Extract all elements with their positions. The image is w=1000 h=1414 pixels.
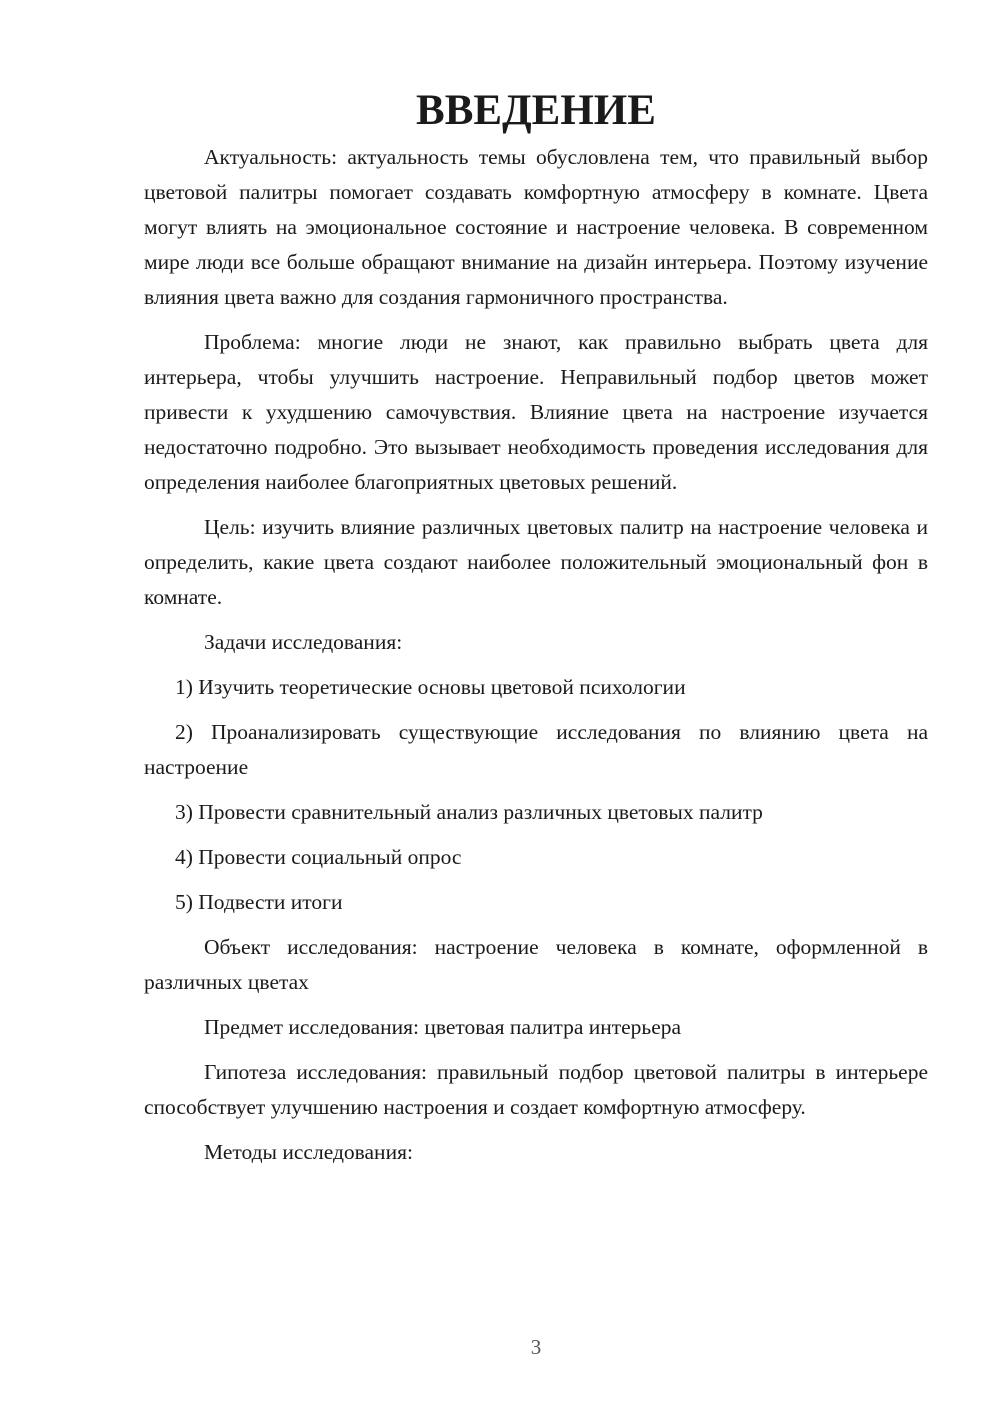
list-item: 5) Подвести итоги	[175, 890, 343, 914]
paragraph-methods: Методы исследования:	[204, 1140, 413, 1164]
paragraph-tasks-intro: Задачи исследования:	[204, 630, 403, 654]
paragraph-subject: Предмет исследования: цветовая палитра интерьера	[204, 1015, 682, 1039]
list-item: 1) Изучить теоретические основы цветовой психологии	[175, 675, 686, 699]
paragraph-problem: Проблема: многие люди не знают, как правильно выбрать цвета для интерьера, чтобы улучшить настроение. Неправильный подбор цветов может привести к ухудшению самочувствия. Влияние цвета на настроение изучается недостаточно подробно. Это вызывает необходимость проведения исследования для определения наиболее благоприятных цветовых решений.	[144, 330, 928, 494]
paragraph-goal: Цель: изучить влияние различных цветовых палитр на настроение человека и определить, какие цвета создают наиболее положительный эмоциональный фон в комнате.	[144, 515, 928, 609]
page-number: 3	[530, 1335, 542, 1359]
tasks-list	[144, 670, 928, 920]
paragraph-hypothesis: Гипотеза исследования: правильный подбор цветовой палитры в интерьере способствует улучшению настроения и создает комфортную атмосферу.	[144, 1060, 928, 1119]
list-item: 4) Провести социальный опрос	[175, 845, 462, 869]
paragraph-object: Объект исследования: настроение человека в комнате, оформленной в различных цветах	[144, 935, 928, 994]
document-page	[144, 87, 928, 1180]
paragraph-relevance: Актуальность: актуальность темы обусловлена тем, что правильный выбор цветовой палитры помогает создавать комфортную атмосферу в комнате. Цвета могут влиять на эмоциональное состояние и настроение человека. В современном мире люди все больше обращают внимание на дизайн интерьера. Поэтому изучение влияния цвета важно для создания гармоничного пространства.	[144, 145, 928, 309]
page-title: ВВЕДЕНИЕ	[416, 87, 656, 134]
list-item: 3) Провести сравнительный анализ различных цветовых палитр	[175, 800, 763, 824]
list-item: 2) Проанализировать существующие исследования по влиянию цвета на настроение	[144, 720, 928, 779]
